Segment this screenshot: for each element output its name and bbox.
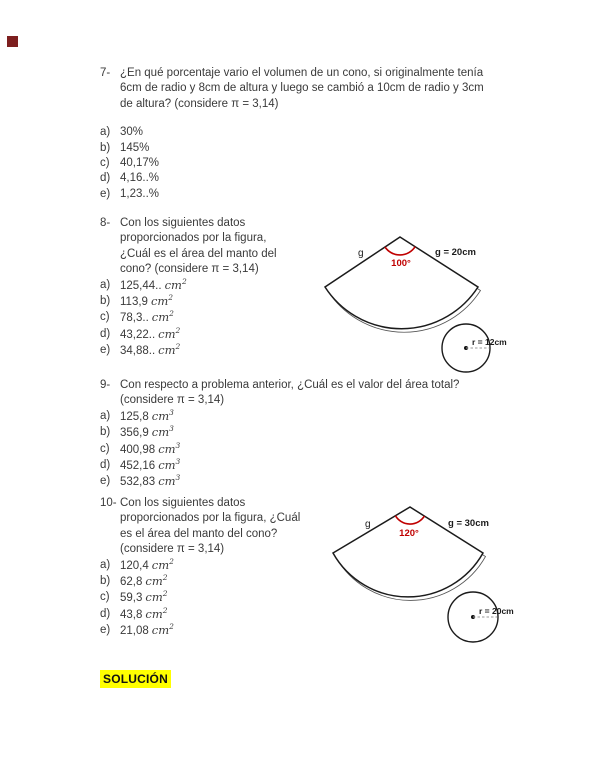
option-row [100,278,277,294]
question-10 [100,496,300,640]
option-letter: d) [100,327,111,340]
radius-label: r = 20cm [479,606,514,616]
option-row [100,327,277,343]
option-value: 43,8 [120,608,143,621]
option-row [100,607,300,623]
question-number: 7- [100,67,111,79]
option-value: 21,08 [120,625,149,638]
option-value: 120,4 [120,559,149,572]
option-row [100,442,459,458]
option-row [100,458,459,474]
option-unit: $cm^3$ [158,440,181,456]
option-unit: $cm^3$ [151,424,174,440]
question-line [100,216,277,231]
option-value: 125,44.. [120,279,162,292]
question-line: de altura? (considere π = 3,14) [120,97,279,110]
option-value: 125,8 [120,410,149,423]
option-row [100,343,277,359]
option-unit: $cm^2$ [158,342,181,358]
question-number: 10- [100,497,117,509]
option-row [100,590,300,606]
question-9 [100,378,459,491]
option-value: 62,8 [120,576,143,589]
question-7 [100,66,484,202]
option-value: 400,98 [120,443,156,456]
option-value: 34,88.. [120,345,156,358]
option-value: 59,3 [120,592,143,605]
option-row [100,187,484,202]
red-square-marker [7,36,18,47]
option-row [100,141,484,156]
option-letter: b) [100,141,111,154]
options-list [100,409,459,491]
option-letter: b) [100,295,111,308]
option-row [100,425,459,441]
option-unit: $cm^2$ [150,293,174,309]
question-line [100,66,484,81]
question-text: ¿En qué porcentaje vario el volumen de un cono, si originalmente tenía [120,67,484,79]
slant-value-label: g = 30cm [448,518,489,529]
angle-label: 120° [399,528,419,539]
option-unit: $cm^3$ [158,457,181,473]
option-value: 43,22.. [120,328,156,341]
option-value: 40,17% [120,157,160,170]
option-unit: $cm^2$ [151,622,174,638]
option-letter: e) [100,344,111,357]
option-value: 452,16 [120,460,156,473]
option-value: 145% [120,141,150,154]
question-text: Con los siguientes datos [120,497,246,509]
solution-highlight: SOLUCIÓN [100,670,171,688]
option-letter: e) [100,187,111,200]
question-line: (considere π = 3,14) [120,543,225,556]
slant-label: g [358,248,364,259]
option-unit: $cm^2$ [145,606,168,621]
option-value: 356,9 [120,427,149,440]
question-line: 6cm de radio y 8cm de altura y luego se cambió a 10cm de radio y 3cm [120,82,484,95]
option-letter: a) [100,409,111,422]
question-line [100,496,300,511]
option-letter: a) [100,558,111,571]
option-letter: a) [100,126,111,139]
option-letter: c) [100,442,110,455]
option-letter: c) [100,157,110,170]
option-letter: e) [100,475,111,488]
option-unit: $cm^3$ [158,473,181,489]
option-letter: e) [100,624,111,637]
option-letter: b) [100,575,111,588]
question-text: Con respecto a problema anterior, ¿Cuál es el valor del área total? [120,379,460,391]
option-unit: $cm^2$ [145,573,168,589]
option-value: 113,9 [120,296,148,309]
options-list [100,125,484,202]
option-row [100,294,277,310]
option-row [100,171,484,186]
option-letter: c) [100,591,110,604]
figure-cone-10 [325,500,540,650]
option-value: 30% [120,126,144,139]
question-text: Con los siguientes datos [120,217,246,229]
question-number: 8- [100,217,111,229]
option-value: 4,16..% [120,172,159,185]
question-line: proporcionados por la figura, [120,232,267,245]
option-row [100,310,277,326]
option-letter: c) [100,311,110,324]
radius-label: r = 12cm [472,337,507,347]
option-letter: a) [100,278,111,291]
question-line: es el área del manto del cono? [120,527,278,540]
option-letter: d) [100,607,111,620]
option-letter: b) [100,426,111,439]
angle-label: 100° [391,258,411,269]
option-value: 78,3.. [120,312,149,325]
option-value: 1,23..% [120,187,159,200]
option-unit: $cm^3$ [151,407,174,423]
question-line: (considere π = 3,14) [120,394,225,407]
options-list [100,558,300,640]
slant-value-label: g = 20cm [435,247,476,258]
option-row [100,623,300,639]
option-row [100,558,300,574]
option-row [100,156,484,171]
option-unit: $cm^2$ [164,276,187,292]
option-unit: $cm^2$ [151,556,174,572]
option-unit: $cm^2$ [158,326,181,341]
question-line: ¿Cuál es el área del manto del [120,247,277,260]
question-number: 9- [100,379,111,391]
question-line: proporcionados por la figura, ¿Cuál [120,512,301,525]
question-line [100,378,459,393]
option-value: 532,83 [120,476,156,489]
question-8 [100,216,277,360]
figure-cone-8 [315,228,530,378]
option-letter: d) [100,459,111,472]
option-row [100,574,300,590]
option-row [100,409,459,425]
option-row [100,125,484,140]
slant-label: g [365,519,371,530]
option-row [100,474,459,490]
question-line: cono? (considere π = 3,14) [120,263,259,276]
option-unit: $cm^2$ [151,309,174,325]
option-unit: $cm^2$ [145,589,168,605]
options-list [100,278,277,360]
option-letter: d) [100,172,111,185]
